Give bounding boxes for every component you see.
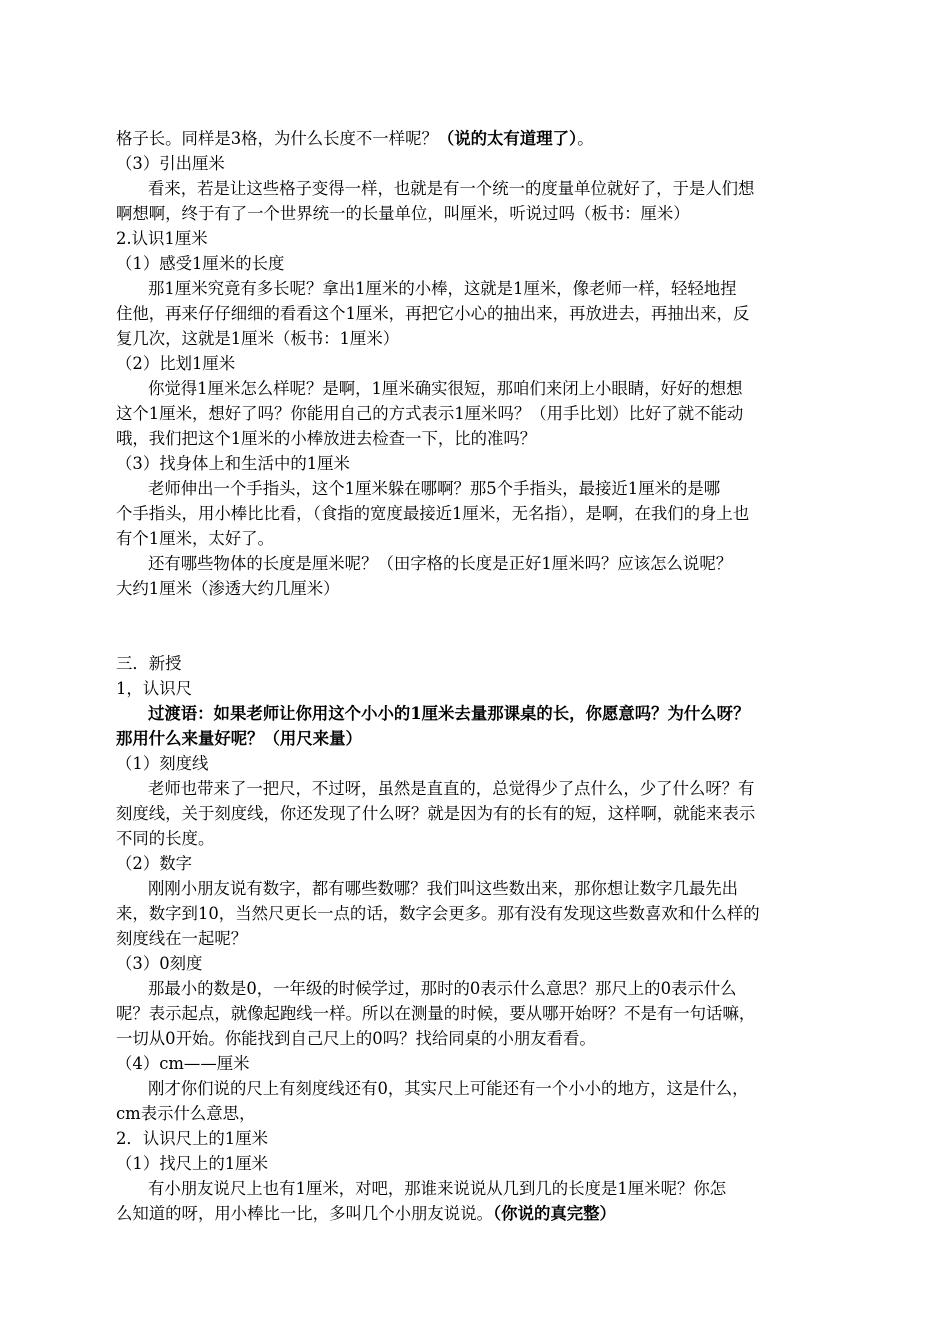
text-line <box>116 676 192 701</box>
text-line <box>116 576 340 601</box>
text-line <box>116 301 749 326</box>
text-line <box>116 201 690 226</box>
text-segment: 2．认识尺上的1厘米 <box>116 1129 268 1148</box>
text-line <box>148 1176 726 1201</box>
text-line <box>116 451 350 476</box>
text-segment: 有个1厘米，太好了。 <box>116 529 274 548</box>
text-line <box>116 501 749 526</box>
bold-text-segment: （你说的真完整） <box>492 1204 616 1223</box>
text-line <box>116 1126 268 1151</box>
text-segment: （2）数字 <box>116 854 192 873</box>
text-segment: 看来，若是让这些格子变得一样，也就是有一个统一的度量单位就好了，于是人们想 <box>148 179 755 198</box>
text-line <box>116 401 743 426</box>
text-line <box>148 276 737 301</box>
text-line <box>116 1051 250 1076</box>
text-segment: （3）0刻度 <box>116 954 203 973</box>
text-segment: 还有哪些物体的长度是厘米呢？（田字格的长度是正好1厘米吗？应该怎么说呢？ <box>148 554 733 573</box>
bold-text-segment: 过渡语：如果老师让你用这个小小的1厘米去量那课桌的长，你愿意吗？为什么呀？ <box>148 704 750 723</box>
text-segment: 么知道的呀，用小棒比一比，多叫几个小朋友说说。 <box>116 1204 493 1223</box>
text-segment: （1）刻度线 <box>116 754 209 773</box>
bold-text-segment: （说的太有道理了） <box>437 129 578 148</box>
text-segment: （3）引出厘米 <box>116 154 225 173</box>
text-segment: 2.认识1厘米 <box>116 229 208 248</box>
text-segment: 你觉得1厘米怎么样呢？是啊，1厘米确实很短，那咱们来闭上小眼睛，好好的想想 <box>148 379 743 398</box>
text-line <box>116 851 192 876</box>
text-segment: 啊想啊，终于有了一个世界统一的长量单位，叫厘米，听说过吗（板书：厘米） <box>116 204 690 223</box>
text-segment: 一切从0开始。你能找到自己尺上的0吗？找给同桌的小朋友看看。 <box>116 1029 596 1048</box>
text-line <box>116 526 274 551</box>
text-line <box>148 376 743 401</box>
text-line <box>148 876 738 901</box>
text-line <box>116 426 536 451</box>
text-segment: 。 <box>577 129 594 148</box>
text-segment: （3）找身体上和生活中的1厘米 <box>116 454 350 473</box>
text-segment: 住他，再来仔仔细细的看看这个1厘米，再把它小心的抽出来，再放进去，再抽出来，反 <box>116 304 750 323</box>
text-line <box>116 951 202 976</box>
text-line <box>116 826 214 851</box>
text-segment: 三．新授 <box>116 654 182 673</box>
text-line <box>148 776 754 801</box>
text-segment: 那最小的数是0，一年级的时候学过，那时的0表示什么意思？那尺上的0表示什么 <box>148 979 737 998</box>
text-segment: 不同的长度。 <box>116 829 215 848</box>
text-segment: 有小朋友说尺上也有1厘米，对吧，那谁来说说从几到几的长度是1厘米呢？你怎 <box>148 1179 727 1198</box>
text-segment: （1）感受1厘米的长度 <box>116 254 285 273</box>
text-segment: 复几次，这就是1厘米（板书：1厘米） <box>116 329 400 348</box>
text-segment: 1，认识尺 <box>116 679 192 698</box>
text-segment: 大约1厘米（渗透大约几厘米） <box>116 579 340 598</box>
text-segment: 格子长。同样是3格，为什么长度不一样呢？ <box>116 129 438 148</box>
text-segment: 老师伸出一个手指头，这个1厘米躲在哪啊？那5个手指头，最接近1厘米的是哪 <box>148 479 721 498</box>
text-line <box>116 751 208 776</box>
text-line <box>116 126 594 151</box>
text-line <box>116 901 760 926</box>
text-segment: cm表示什么意思， <box>116 1104 256 1123</box>
text-segment: 刚刚小朋友说有数字，都有哪些数哪？我们叫这些数出来，那你想让数字几最先出 <box>148 879 739 898</box>
text-line <box>116 926 247 951</box>
text-line <box>116 726 362 751</box>
text-line <box>116 651 182 676</box>
text-line <box>116 226 208 251</box>
text-segment: 那1厘米究竟有多长呢？拿出1厘米的小棒，这就是1厘米，像老师一样，轻轻地捏 <box>148 279 737 298</box>
bold-text-segment: 那用什么来量好呢？（用尺来量） <box>116 729 362 748</box>
text-segment: 来，数字到10，当然尺更长一点的话，数字会更多。那有没有发现这些数喜欢和什么样的 <box>116 904 760 923</box>
text-line <box>116 1001 755 1026</box>
text-line <box>116 1151 268 1176</box>
text-segment: 呢？表示起点，就像起跑线一样。所以在测量的时候，要从哪开始呀？不是有一句话嘛， <box>116 1004 756 1023</box>
text-line <box>148 551 732 576</box>
text-line <box>116 151 225 176</box>
text-segment: 刻度线，关于刻度线，你还发现了什么呀？就是因为有的长有的短，这样啊，就能来表示 <box>116 804 756 823</box>
text-line <box>148 976 737 1001</box>
text-segment: 刻度线在一起呢？ <box>116 929 248 948</box>
text-segment: 老师也带来了一把尺，不过呀，虽然是直直的，总觉得少了点什么，少了什么呀？有 <box>148 779 755 798</box>
text-segment: 这个1厘米，想好了吗？你能用自己的方式表示1厘米吗？（用手比划）比好了就不能动 <box>116 404 744 423</box>
text-line <box>116 326 399 351</box>
text-line <box>116 1201 616 1226</box>
text-segment: 刚才你们说的尺上有刻度线还有0，其实尺上可能还有一个小小的地方，这是什么， <box>148 1079 749 1098</box>
text-line <box>116 351 235 376</box>
text-line <box>116 801 755 826</box>
text-line <box>148 476 720 501</box>
text-line <box>148 176 754 201</box>
text-line <box>148 701 749 726</box>
text-line <box>116 251 284 276</box>
text-segment: 个手指头，用小棒比比看，（食指的宽度最接近1厘米，无名指），是啊，在我们的身上也 <box>116 504 750 523</box>
text-segment: （2）比划1厘米 <box>116 354 236 373</box>
text-line <box>148 1076 749 1101</box>
text-line <box>116 1026 596 1051</box>
text-line <box>116 1101 255 1126</box>
text-segment: 哦，我们把这个1厘米的小棒放进去检查一下，比的准吗？ <box>116 429 537 448</box>
text-segment: （1）找尺上的1厘米 <box>116 1154 268 1173</box>
text-segment: （4）cm——厘米 <box>116 1054 250 1073</box>
